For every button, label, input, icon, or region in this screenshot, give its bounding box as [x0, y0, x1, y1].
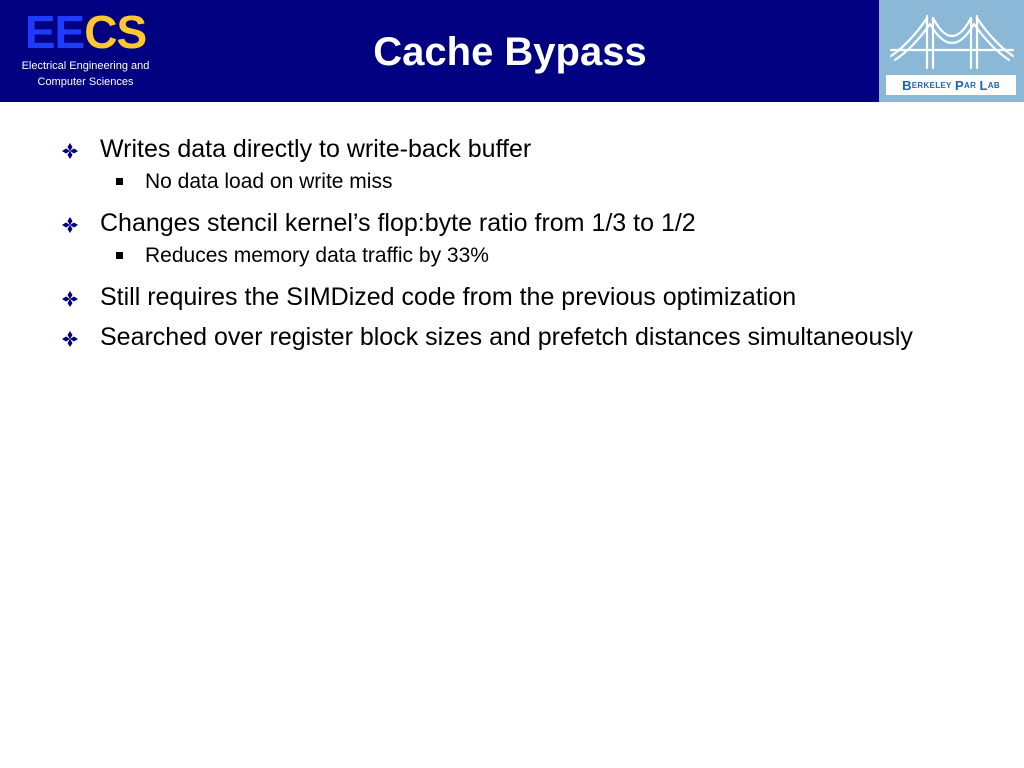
- lab-label-word-ab: ab: [987, 79, 1000, 91]
- diamond-bullet-icon: [62, 331, 78, 347]
- bullet-text: Searched over register block sizes and prefetch distances simultaneously: [100, 323, 913, 351]
- sub-bullet-item: [62, 242, 962, 270]
- bullet-item: [62, 132, 962, 166]
- eecs-logo-cs: CS: [84, 6, 147, 58]
- lab-label: [886, 75, 1016, 95]
- bullet-item: [62, 280, 962, 314]
- eecs-logo-subtitle-line2: Computer Sciences: [37, 76, 134, 88]
- bullet-text: Still requires the SIMDized code from the previous optimization: [100, 283, 797, 311]
- sub-bullet-text: Reduces memory data traffic by 33%: [145, 244, 489, 267]
- diamond-bullet-icon: [62, 291, 78, 307]
- square-bullet-icon: [116, 252, 123, 259]
- bullet-text: Writes data directly to write-back buffer: [100, 135, 532, 163]
- lab-label-initial-p: P: [955, 77, 964, 93]
- bullet-item: [62, 206, 962, 240]
- slide-title: Cache Bypass: [373, 30, 647, 74]
- diamond-bullet-icon: [62, 143, 78, 159]
- eecs-logo-ee: EE: [24, 6, 85, 58]
- eecs-logo: [8, 8, 163, 90]
- lab-label-word-erkeley: erkeley: [911, 79, 952, 91]
- sub-bullet-text: No data load on write miss: [145, 170, 393, 193]
- bridge-icon: [887, 12, 1017, 72]
- bullet-item: [62, 320, 962, 354]
- bullet-text: Changes stencil kernel’s flop:byte ratio from 1/3 to 1/2: [100, 209, 696, 237]
- diamond-bullet-icon: [62, 217, 78, 233]
- eecs-wordmark: [8, 8, 163, 56]
- eecs-logo-subtitle: [8, 58, 163, 90]
- lab-label-initial-b: B: [902, 77, 912, 93]
- sub-bullet-item: [62, 168, 962, 196]
- slide-header: [0, 0, 1024, 102]
- slide-body: [62, 132, 962, 360]
- berkeley-par-lab-logo: [879, 0, 1024, 102]
- eecs-logo-subtitle-line1: Electrical Engineering and: [21, 60, 150, 72]
- lab-label-word-ar: ar: [964, 79, 977, 91]
- square-bullet-icon: [116, 178, 123, 185]
- lab-label-initial-l: L: [979, 77, 988, 93]
